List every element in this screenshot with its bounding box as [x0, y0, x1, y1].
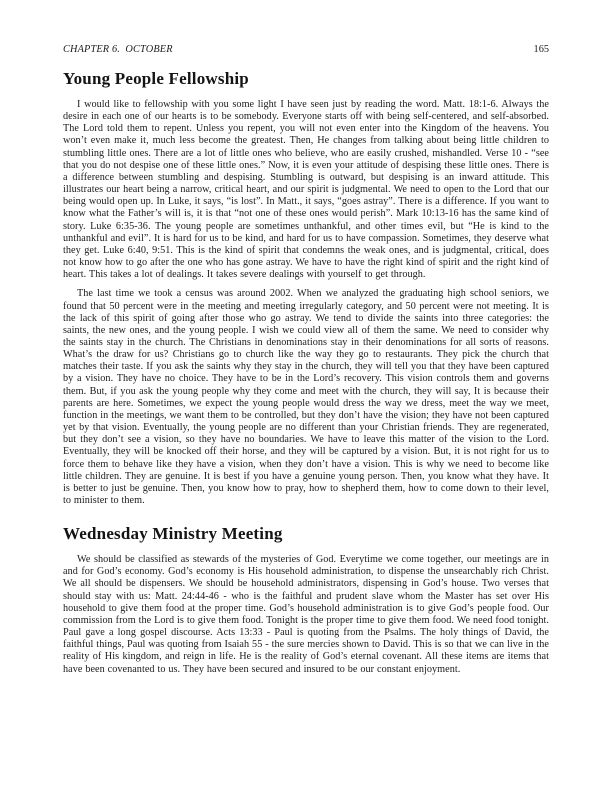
section-title-young-people-fellowship: Young People Fellowship: [63, 69, 249, 88]
chapter-header: CHAPTER 6. OCTOBER: [63, 44, 173, 55]
paragraph: The last time we took a census was around 2002. When we analyzed the graduating high school seniors, we found that 50 percent were in the meeting and meeting irregularly category, and 50 percent were not meeting. It is the lack of this spirit of going after those who go astray. We tend to divide the saints into three categories: the saints, the new ones, and the young people. I wish we could view all of them the same. We need to consider why the saints stay in the church. The Christians in denominations stay in their denominations for all sorts of reasons. What’s the draw for us? Christians go to church like the way they go to restaurants. They pick the church that matches their taste. If you ask the saints why they stay in the church, they will tell you that they have been captured by a vision. They have no choice. They have to be in the Lord’s recovery. This vision controls them and governs them. But, if you ask the young people why they come and meet with the church, they will say, It is because their parents are here. Sometimes, we expect the young people would dress the way we dress, meet the way we meet, function in the meetings, we want them to be controlled, but they don’t have the vision; they have not been captured yet by that vision. Eventually, the young people are no different than your Christian friends. They are regenerated, but they don’t see a vision, so they have no boundaries. We have to leave this matter of the vision to the Lord. Eventually, they will be knocked off their horse, and they will be captured by a vision. But, it is not right for us to force them to behave like they have a vision, when they don’t have a vision. This is why we need to become like little children. They are genuine. It is best if you have a genuine young person. Then, you know what they have. It is better to just be genuine. Then, you know how to pray, how to shepherd them, how to come down to their level, to minister to them.: [63, 288, 549, 506]
section-title-wednesday-ministry-meeting: Wednesday Ministry Meeting: [63, 524, 283, 544]
page-number: 165: [533, 44, 549, 55]
paragraph: I would like to fellowship with you some light I have seen just by reading the word. Matt. 18:1-6. Always the desire in each one of our hearts is to be somebody. Everyone starts off with being self-centered, and self-absorbed. The Lord told them to repent. Unless you repent, you will not even enter into the Kingdom of the heavens. You won’t even make it, much less become the greatest. Then, He changes from talking about being little children to stumbling little ones. There are a lot of little ones who believe, who are easily crushed, mishandled. Verse 10 - “see that you do not despise one of these little ones.” Now, it is even your attitude of despising these little ones. There is a difference between stumbling and despising. Stumbling is outward, but despising is an inward attitude. This illustrates our heart being a narrow, critical heart, and our spirit is judgmental. We need to open to the Lord that our being would open up. In Luke, it says, “is lost”. In Matt., it says, “goes astray”. There is a difference. If you want to know what the Father’s will is, it is that “not one of these ones would perish”. Mark 10:13-16 has the same kind of story. Luke 6:35-36. The young people are sometimes unthankful, and other times evil, but “He is kind to the unthankful and evil”. It is hard for us to be kind, and hard for us to have compassion. Sometimes, they deserve what they get. Luke 6:40, 9:51. This is the kind of spirit that condemns the weak ones, and is judgmental, critical, does not know how to go after the one who has gone astray. We have to have the right kind of spirit and the right kind of heart. This takes a lot of dealings. It takes severe dealings with yourself to get through.: [63, 99, 549, 281]
running-header: [63, 44, 549, 56]
paragraph: We should be classified as stewards of the mysteries of God. Everytime we come together, our meetings are in and for God’s economy. God’s economy is His household administration, to dispense the unsearchably rich Christ. We all should be dispensers. We should be household administrators, dispensing in God’s house. Two verses that should stay with us: Matt. 24:44-46 - who is the faithful and prudent slave whom the Master has set over His household to give them food at the proper time. God’s household administration is to give God’s people food. Our commission from the Lord is to give them food. Tonight is the proper time to give them food. We need food tonight. Paul gave a long gospel discourse. Acts 13:33 - Paul is quoting from the Psalms. The holy things of David, the faithful things, Paul was quoting from Isaiah 55 - the sure mercies shown to David. This is so that we can live in the reality of His kingdom, and reign in life. He is the reality of God’s eternal covenant. All these items are items that have been covenanted to us. They have been secured and insured to be our constant enjoyment.: [63, 554, 549, 675]
